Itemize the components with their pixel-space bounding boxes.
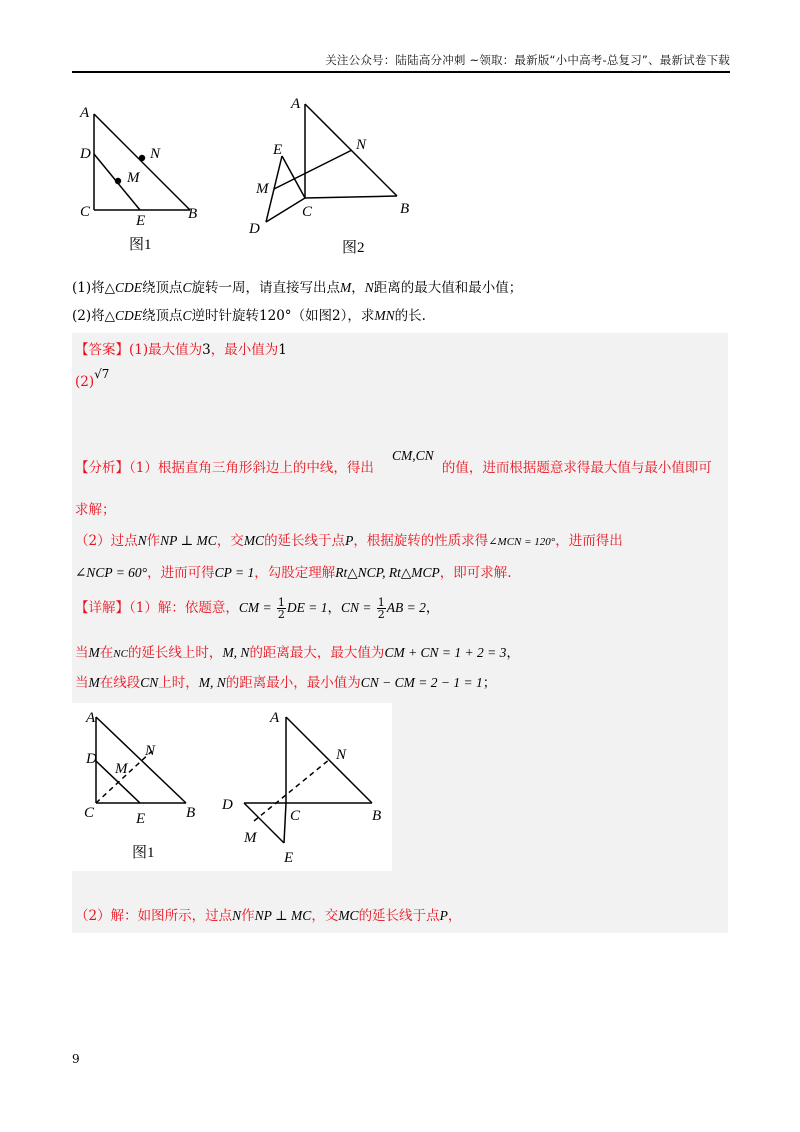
fig2-label-c: C [302, 204, 313, 220]
top-figures [72, 92, 432, 262]
fraction-half-1: $\frac{1}{2}$ [277, 596, 285, 621]
detail-line-4: （2）解：如图所示，过点N作NP ⊥ MC，交MC的延长线于点P， [75, 908, 462, 924]
header-rule [72, 71, 730, 73]
solution-figures [72, 703, 392, 871]
fig2-label-m: M [256, 181, 269, 197]
fig1-label-m: M [127, 170, 140, 186]
sfig2-label-b: B [372, 808, 382, 824]
fig1-label-c: C [80, 204, 91, 220]
top-figure-2 [266, 104, 397, 222]
fig1-caption: 图1 [129, 237, 152, 253]
sfig1-label-m: M [115, 761, 128, 777]
question-1: (1)将△CDE绕顶点C旋转一周，请直接写出点M，N距离的最大值和最小值； [72, 280, 523, 296]
fig1-label-a: A [80, 105, 90, 121]
sfig2-label-m: M [244, 830, 257, 846]
fig2-label-b: B [400, 201, 410, 217]
page-number: 9 [72, 1052, 80, 1066]
fig1-label-b: B [188, 206, 198, 222]
fig1-dashed-cn [96, 751, 152, 803]
question-2: (2)将△CDE绕顶点C逆时针旋转120°（如图2），求MN的长. [72, 308, 426, 324]
fig1-label-n: N [150, 146, 161, 162]
fig1-label-d: D [80, 146, 91, 162]
answer-line-2: (2)√7 [75, 367, 110, 390]
analysis-line-2: 求解； [75, 502, 116, 518]
sfig2-label-e: E [284, 850, 294, 866]
sfig2-label-d: D [222, 797, 233, 813]
fig2-label-d: D [249, 221, 260, 237]
fraction-half-2: $\frac{1}{2}$ [377, 596, 385, 621]
page-header: 关注公众号：陆陆高分冲刺 ~领取：最新版“小中高考-总复习”、最新试卷下载 [325, 53, 730, 67]
sfig1-label-b: B [186, 805, 196, 821]
point-m-dot [115, 178, 121, 184]
fig2-label-n: N [356, 137, 367, 153]
answer-line-1: 【答案】(1)最大值为3，最小值为1 [75, 342, 287, 358]
detail-line-2: 当M在NC的延长线上时，M, N的距离最大，最大值为CM + CN = 1 + 2 = 3， [75, 645, 520, 661]
analysis-line-1: 【分析】（1）根据直角三角形斜边上的中线，得出 的值，进而根据题意求得最大值与最小值即可 [75, 460, 712, 476]
analysis-line-3: （2）过点N作NP ⊥ MC，交MC的延长线于点P，根据旋转的性质求得∠MCN = 120°，进而得出 [75, 533, 623, 549]
sfig1-label-n: N [145, 743, 156, 759]
sfig1-label-a: A [86, 710, 96, 726]
detail-line-1: 【详解】（1）解：依题意，CM = $\frac{1}{2}$ DE = 1，CN = $\frac{1}{2}$ AB = 2， [75, 596, 440, 621]
fig2-caption: 图2 [342, 240, 365, 256]
point-n-dot [139, 155, 145, 161]
top-figure-1 [94, 114, 190, 210]
sfig1-label-c: C [84, 805, 95, 821]
solution-figure-2 [244, 717, 372, 843]
sfig1-caption: 图1 [132, 845, 155, 861]
fig1-label-e: E [136, 213, 146, 229]
sfig2-label-a: A [270, 710, 280, 726]
analysis-line-4: ∠NCP = 60°，进而可得CP = 1，勾股定理解Rt△NCP, Rt△MCP，即可求解. [75, 565, 512, 581]
analysis-math-cmcn: CM,CN [392, 448, 434, 463]
fig2-label-a: A [291, 96, 301, 112]
sfig1-label-e: E [136, 811, 146, 827]
detail-line-3: 当M在线段CN上时，M, N的距离最小，最小值为CN − CM = 2 − 1 = 1； [75, 675, 497, 691]
fig2-label-e: E [273, 142, 283, 158]
sfig2-label-c: C [290, 808, 301, 824]
sfig2-label-n: N [336, 747, 347, 763]
sfig1-label-d: D [86, 751, 97, 767]
